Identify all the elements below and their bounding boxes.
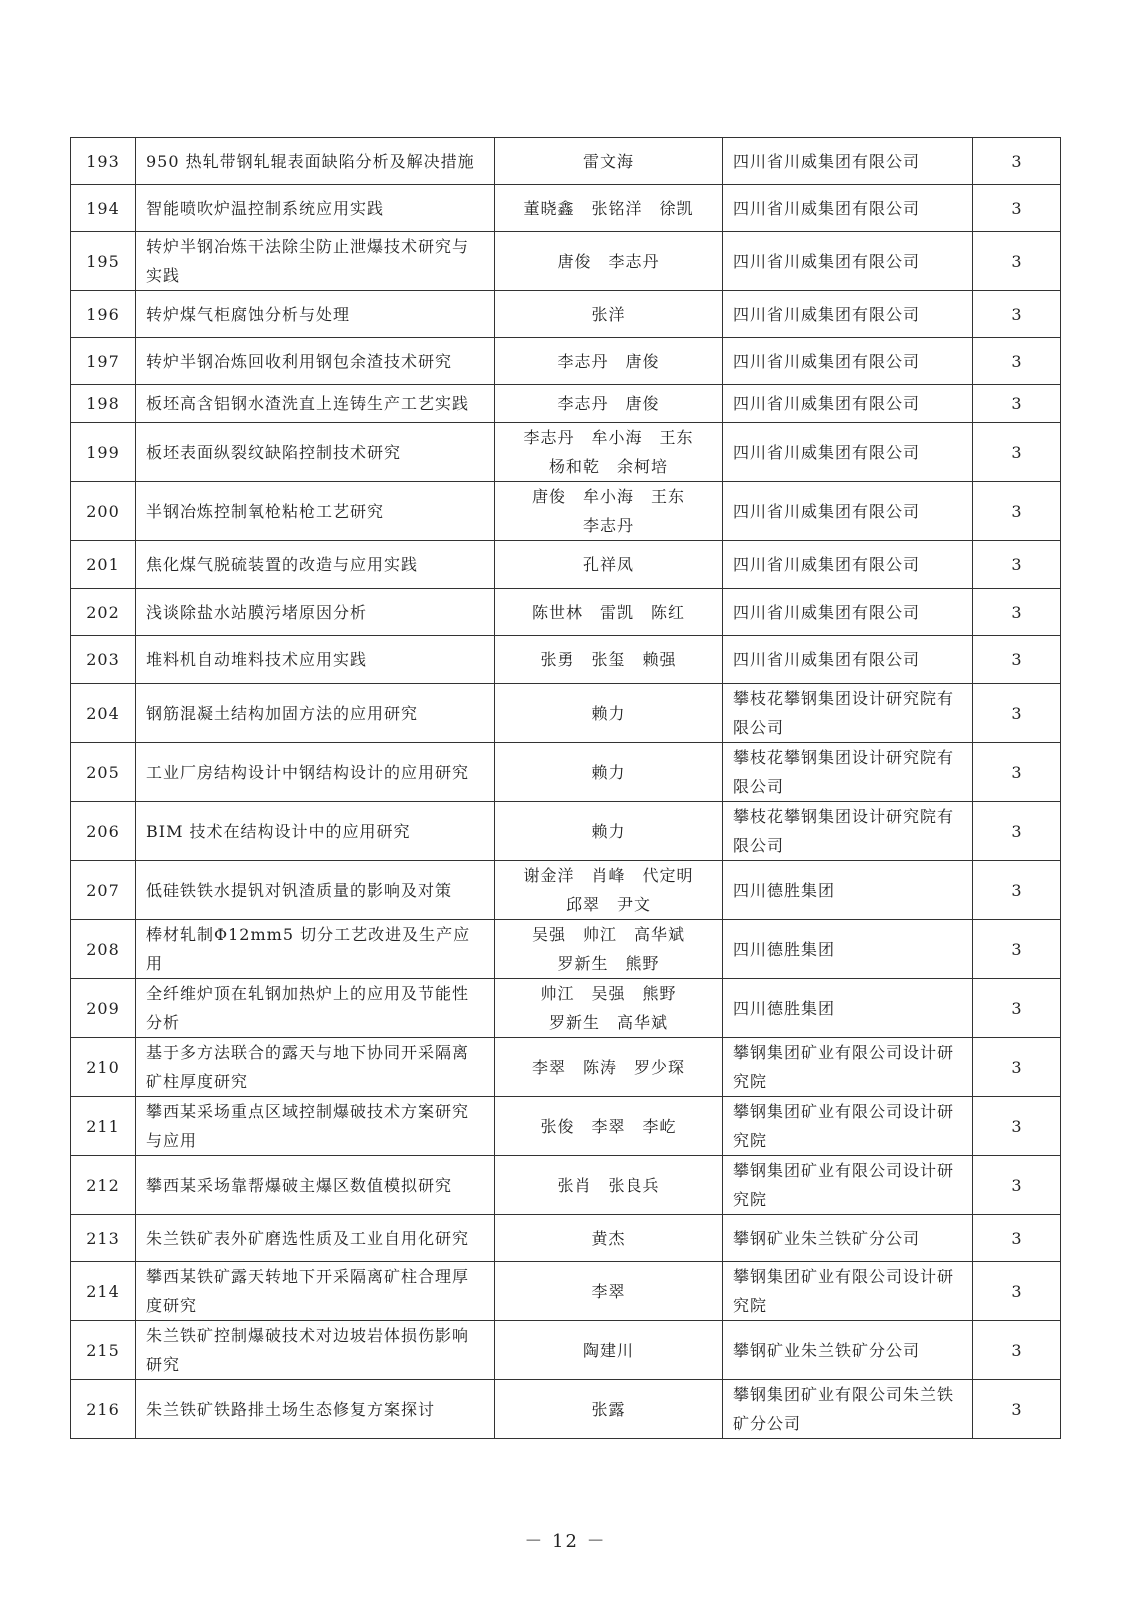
organization: 四川德胜集团	[723, 979, 973, 1038]
table-row	[71, 1215, 1061, 1262]
paper-title: 攀西某采场靠帮爆破主爆区数值模拟研究	[136, 1156, 495, 1215]
paper-title: 攀西某铁矿露天转地下开采隔离矿柱合理厚度研究	[136, 1262, 495, 1321]
authors: 张洋	[495, 291, 723, 338]
table-body	[71, 138, 1061, 1439]
paper-title: 朱兰铁矿铁路排土场生态修复方案探讨	[136, 1380, 495, 1439]
row-number: 197	[71, 338, 136, 385]
row-number: 209	[71, 979, 136, 1038]
paper-title: 钢筋混凝土结构加固方法的应用研究	[136, 684, 495, 743]
authors: 张勇 张玺 赖强	[495, 636, 723, 684]
authors: 赖力	[495, 802, 723, 861]
table-row	[71, 541, 1061, 589]
score: 3	[973, 138, 1061, 185]
paper-title: 板坯表面纵裂纹缺陷控制技术研究	[136, 423, 495, 482]
paper-title: 智能喷吹炉温控制系统应用实践	[136, 185, 495, 232]
organization: 四川省川威集团有限公司	[723, 138, 973, 185]
score: 3	[973, 1215, 1061, 1262]
organization: 攀钢集团矿业有限公司设计研究院	[723, 1262, 973, 1321]
organization: 四川德胜集团	[723, 920, 973, 979]
score: 3	[973, 802, 1061, 861]
table-row	[71, 338, 1061, 385]
authors: 李翠	[495, 1262, 723, 1321]
row-number: 199	[71, 423, 136, 482]
row-number: 208	[71, 920, 136, 979]
authors: 李翠 陈涛 罗少琛	[495, 1038, 723, 1097]
paper-title: 转炉煤气柜腐蚀分析与处理	[136, 291, 495, 338]
score: 3	[973, 636, 1061, 684]
row-number: 193	[71, 138, 136, 185]
organization: 四川省川威集团有限公司	[723, 232, 973, 291]
row-number: 212	[71, 1156, 136, 1215]
authors: 雷文海	[495, 138, 723, 185]
table-row	[71, 1262, 1061, 1321]
score: 3	[973, 1262, 1061, 1321]
score: 3	[973, 1156, 1061, 1215]
table-row	[71, 920, 1061, 979]
score: 3	[973, 338, 1061, 385]
score: 3	[973, 1321, 1061, 1380]
score: 3	[973, 423, 1061, 482]
authors: 赖力	[495, 743, 723, 802]
table-row	[71, 232, 1061, 291]
paper-title: 朱兰铁矿表外矿磨选性质及工业自用化研究	[136, 1215, 495, 1262]
table-row	[71, 979, 1061, 1038]
row-number: 198	[71, 385, 136, 423]
table-row	[71, 1097, 1061, 1156]
paper-title: 浅谈除盐水站膜污堵原因分析	[136, 589, 495, 636]
organization: 攀钢集团矿业有限公司设计研究院	[723, 1038, 973, 1097]
authors: 赖力	[495, 684, 723, 743]
row-number: 215	[71, 1321, 136, 1380]
table-row	[71, 589, 1061, 636]
table-row	[71, 291, 1061, 338]
row-number: 207	[71, 861, 136, 920]
organization: 四川省川威集团有限公司	[723, 338, 973, 385]
row-number: 214	[71, 1262, 136, 1321]
authors: 李志丹 唐俊	[495, 385, 723, 423]
score: 3	[973, 920, 1061, 979]
table-row	[71, 423, 1061, 482]
organization: 攀钢矿业朱兰铁矿分公司	[723, 1215, 973, 1262]
paper-title: 转炉半钢冶炼干法除尘防止泄爆技术研究与实践	[136, 232, 495, 291]
table-row	[71, 684, 1061, 743]
table-row	[71, 185, 1061, 232]
paper-title: 950 热轧带钢轧辊表面缺陷分析及解决措施	[136, 138, 495, 185]
score: 3	[973, 232, 1061, 291]
table-row	[71, 802, 1061, 861]
authors: 董晓鑫 张铭洋 徐凯	[495, 185, 723, 232]
row-number: 205	[71, 743, 136, 802]
row-number: 204	[71, 684, 136, 743]
table-row	[71, 1380, 1061, 1439]
score: 3	[973, 589, 1061, 636]
organization: 四川省川威集团有限公司	[723, 385, 973, 423]
organization: 四川省川威集团有限公司	[723, 636, 973, 684]
organization: 攀钢集团矿业有限公司设计研究院	[723, 1156, 973, 1215]
authors: 陶建川	[495, 1321, 723, 1380]
organization: 四川省川威集团有限公司	[723, 589, 973, 636]
score: 3	[973, 541, 1061, 589]
authors: 唐俊 李志丹	[495, 232, 723, 291]
score: 3	[973, 743, 1061, 802]
table-row	[71, 482, 1061, 541]
organization: 攀枝花攀钢集团设计研究院有限公司	[723, 743, 973, 802]
table-row	[71, 138, 1061, 185]
authors: 陈世林 雷凯 陈红	[495, 589, 723, 636]
row-number: 213	[71, 1215, 136, 1262]
paper-title: 工业厂房结构设计中钢结构设计的应用研究	[136, 743, 495, 802]
authors: 孔祥凤	[495, 541, 723, 589]
organization: 四川省川威集团有限公司	[723, 423, 973, 482]
row-number: 195	[71, 232, 136, 291]
row-number: 202	[71, 589, 136, 636]
paper-title: 转炉半钢冶炼回收利用钢包余渣技术研究	[136, 338, 495, 385]
organization: 攀钢矿业朱兰铁矿分公司	[723, 1321, 973, 1380]
table-row	[71, 1038, 1061, 1097]
row-number: 203	[71, 636, 136, 684]
authors: 吴强 帅江 高华斌 罗新生 熊野	[495, 920, 723, 979]
score: 3	[973, 1097, 1061, 1156]
paper-title: 基于多方法联合的露天与地下协同开采隔离矿柱厚度研究	[136, 1038, 495, 1097]
authors: 李志丹 唐俊	[495, 338, 723, 385]
authors: 唐俊 牟小海 王东 李志丹	[495, 482, 723, 541]
row-number: 196	[71, 291, 136, 338]
row-number: 211	[71, 1097, 136, 1156]
paper-title: 焦化煤气脱硫装置的改造与应用实践	[136, 541, 495, 589]
paper-title: 半钢冶炼控制氧枪粘枪工艺研究	[136, 482, 495, 541]
table-row	[71, 1156, 1061, 1215]
authors: 张露	[495, 1380, 723, 1439]
organization: 四川德胜集团	[723, 861, 973, 920]
row-number: 201	[71, 541, 136, 589]
paper-title: 棒材轧制Φ12mm5 切分工艺改进及生产应用	[136, 920, 495, 979]
paper-title: 朱兰铁矿控制爆破技术对边坡岩体损伤影响研究	[136, 1321, 495, 1380]
paper-title: 攀西某采场重点区域控制爆破技术方案研究与应用	[136, 1097, 495, 1156]
paper-title: 堆料机自动堆料技术应用实践	[136, 636, 495, 684]
score: 3	[973, 979, 1061, 1038]
authors: 谢金洋 肖峰 代定明 邱翠 尹文	[495, 861, 723, 920]
authors: 张肖 张良兵	[495, 1156, 723, 1215]
organization: 四川省川威集团有限公司	[723, 291, 973, 338]
table-row	[71, 861, 1061, 920]
authors: 帅江 吴强 熊野 罗新生 高华斌	[495, 979, 723, 1038]
row-number: 210	[71, 1038, 136, 1097]
table-row	[71, 743, 1061, 802]
row-number: 194	[71, 185, 136, 232]
authors: 黄杰	[495, 1215, 723, 1262]
table-row	[71, 1321, 1061, 1380]
score: 3	[973, 385, 1061, 423]
award-list-table	[70, 137, 1061, 1439]
organization: 攀枝花攀钢集团设计研究院有限公司	[723, 684, 973, 743]
score: 3	[973, 1380, 1061, 1439]
paper-title: 板坯高含铝钢水渣洗直上连铸生产工艺实践	[136, 385, 495, 423]
table-row	[71, 636, 1061, 684]
paper-title: 全纤维炉顶在轧钢加热炉上的应用及节能性分析	[136, 979, 495, 1038]
row-number: 200	[71, 482, 136, 541]
organization: 攀钢集团矿业有限公司设计研究院	[723, 1097, 973, 1156]
page-number: － 12 －	[524, 1531, 607, 1552]
score: 3	[973, 291, 1061, 338]
authors: 张俊 李翠 李屹	[495, 1097, 723, 1156]
organization: 四川省川威集团有限公司	[723, 185, 973, 232]
score: 3	[973, 861, 1061, 920]
row-number: 206	[71, 802, 136, 861]
authors: 李志丹 牟小海 王东 杨和乾 余柯培	[495, 423, 723, 482]
organization: 攀枝花攀钢集团设计研究院有限公司	[723, 802, 973, 861]
organization: 攀钢集团矿业有限公司朱兰铁矿分公司	[723, 1380, 973, 1439]
row-number: 216	[71, 1380, 136, 1439]
paper-title: BIM 技术在结构设计中的应用研究	[136, 802, 495, 861]
organization: 四川省川威集团有限公司	[723, 482, 973, 541]
table-row	[71, 385, 1061, 423]
score: 3	[973, 482, 1061, 541]
score: 3	[973, 185, 1061, 232]
score: 3	[973, 1038, 1061, 1097]
paper-title: 低硅铁铁水提钒对钒渣质量的影响及对策	[136, 861, 495, 920]
organization: 四川省川威集团有限公司	[723, 541, 973, 589]
score: 3	[973, 684, 1061, 743]
